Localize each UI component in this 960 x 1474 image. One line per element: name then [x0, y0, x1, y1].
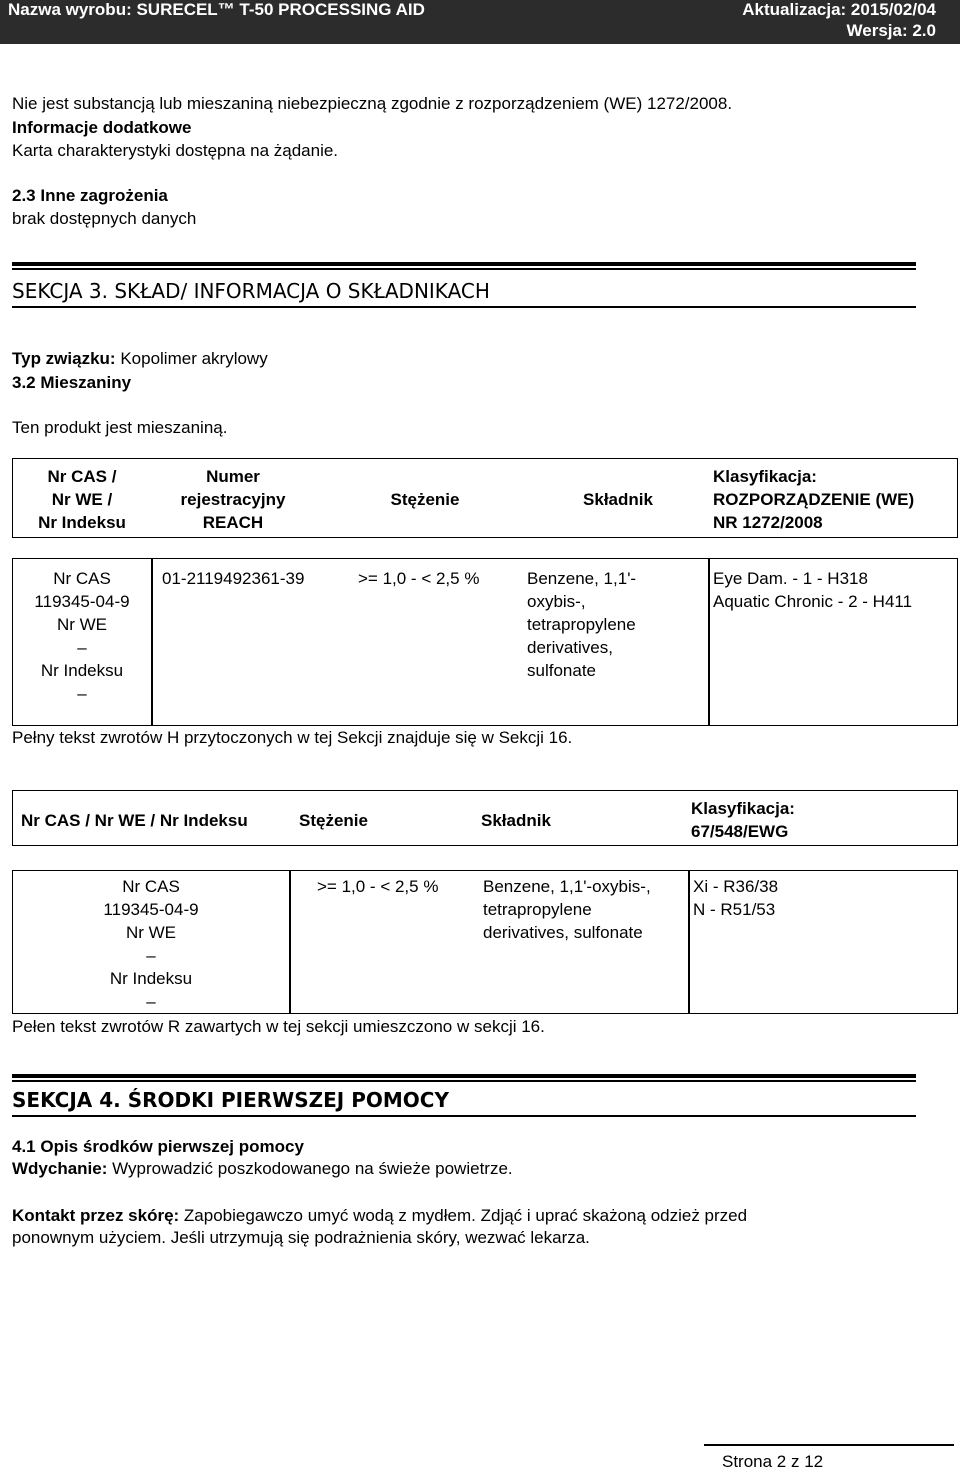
cell-identifiers: Nr CAS 119345-04-9 Nr WE – Nr Indeksu –: [103, 877, 199, 1011]
cell-reach-number: 01-2119492361-39: [162, 569, 305, 588]
col-header-classification: Klasyfikacja: ROZPORZĄDZENIE (WE) NR 1272/2008: [713, 467, 915, 532]
cell-concentration: >= 1,0 - < 2,5 %: [317, 877, 439, 896]
cell-concentration: >= 1,0 - < 2,5 %: [358, 569, 480, 588]
section-rule: [12, 262, 916, 266]
update-date: Aktualizacja: 2015/02/04: [742, 0, 936, 19]
cell-component: Benzene, 1,1'- oxybis-, tetrapropylene derivatives, sulfonate: [527, 569, 637, 680]
section-rule: [12, 1115, 916, 1117]
cell-identifiers: Nr CAS 119345-04-9 Nr WE – Nr Indeksu –: [34, 569, 130, 703]
col-header-concentration: Stężenie: [299, 811, 368, 830]
table2-header: [12, 790, 958, 846]
col-header-classification: Klasyfikacja: 67/548/EWG: [691, 799, 795, 841]
section-rule: [12, 268, 916, 270]
col-header-concentration: Stężenie: [390, 490, 460, 509]
section-rule: [12, 1080, 916, 1082]
document-header: [0, 0, 960, 44]
cell-classification: Eye Dam. - 1 - H318 Aquatic Chronic - 2 - H411: [713, 569, 913, 611]
hazard-statement: Nie jest substancją lub mieszaniną niebezpieczną zgodnie z rozporządzeniem (WE) 1272/2008.: [12, 94, 733, 113]
inhalation: [12, 1159, 513, 1179]
cell-classification: Xi - R36/38 N - R51/53: [693, 877, 779, 919]
skin-contact-continued: ponownym użyciem. Jeśli utrzymują się podrażnienia skóry, wezwać lekarza.: [12, 1228, 590, 1247]
compound-type: [12, 349, 268, 369]
section-rule: [12, 306, 916, 308]
col-header-component: Składnik: [481, 811, 551, 830]
skin-contact-text: Zapobiegawczo umyć wodą z mydłem. Zdjąć i uprać skażoną odzież przed: [179, 1206, 748, 1225]
section-2-3-title: 2.3 Inne zagrożenia: [12, 186, 168, 205]
version: Wersja: 2.0: [846, 21, 936, 40]
additional-info-title: Informacje dodatkowe: [12, 118, 192, 137]
table1-row: [12, 558, 958, 726]
section-4-1-title: 4.1 Opis środków pierwszej pomocy: [12, 1137, 304, 1156]
table1-header: [12, 458, 958, 538]
table2-row: [12, 870, 958, 1014]
section-3-2-title: 3.2 Mieszaniny: [12, 373, 132, 392]
col-header-id: Nr CAS / Nr WE / Nr Indeksu: [21, 811, 248, 830]
section-2-3-text: brak dostępnych danych: [12, 209, 197, 228]
page-number: Strona 2 z 12: [722, 1452, 824, 1471]
inhalation-text: Wyprowadzić poszkodowanego na świeże powietrze.: [107, 1159, 513, 1178]
mixture-note: Ten produkt jest mieszaniną.: [12, 418, 228, 437]
col-header-reach: Numer rejestracyjny REACH: [180, 467, 286, 532]
section-rule: [12, 1074, 916, 1078]
compound-type-value: Kopolimer akrylowy: [115, 349, 268, 368]
inhalation-label: Wdychanie:: [12, 1159, 108, 1178]
col-header-component: Składnik: [583, 490, 653, 509]
section-3-title: SEKCJA 3. SKŁAD/ INFORMACJA O SKŁADNIKACH: [12, 279, 490, 303]
skin-contact-label: Kontakt przez skórę:: [12, 1206, 180, 1225]
product-name: Nazwa wyrobu: SURECEL™ T-50 PROCESSING AID: [8, 0, 425, 19]
col-header-id: Nr CAS / Nr WE / Nr Indeksu: [38, 467, 126, 532]
table1-footnote: Pełny tekst zwrotów H przytoczonych w tej Sekcji znajduje się w Sekcji 16.: [12, 728, 573, 747]
cell-component: Benzene, 1,1'-oxybis-, tetrapropylene derivatives, sulfonate: [483, 877, 651, 942]
skin-contact: [12, 1206, 747, 1226]
table2-footnote: Pełen tekst zwrotów R zawartych w tej sekcji umieszczono w sekcji 16.: [12, 1017, 545, 1036]
compound-type-label: Typ związku:: [12, 349, 116, 368]
section-4-title: SEKCJA 4. ŚRODKI PIERWSZEJ POMOCY: [12, 1088, 449, 1112]
footer-rule: [704, 1444, 954, 1446]
additional-info-text: Karta charakterystyki dostępna na żądanie.: [12, 141, 339, 160]
